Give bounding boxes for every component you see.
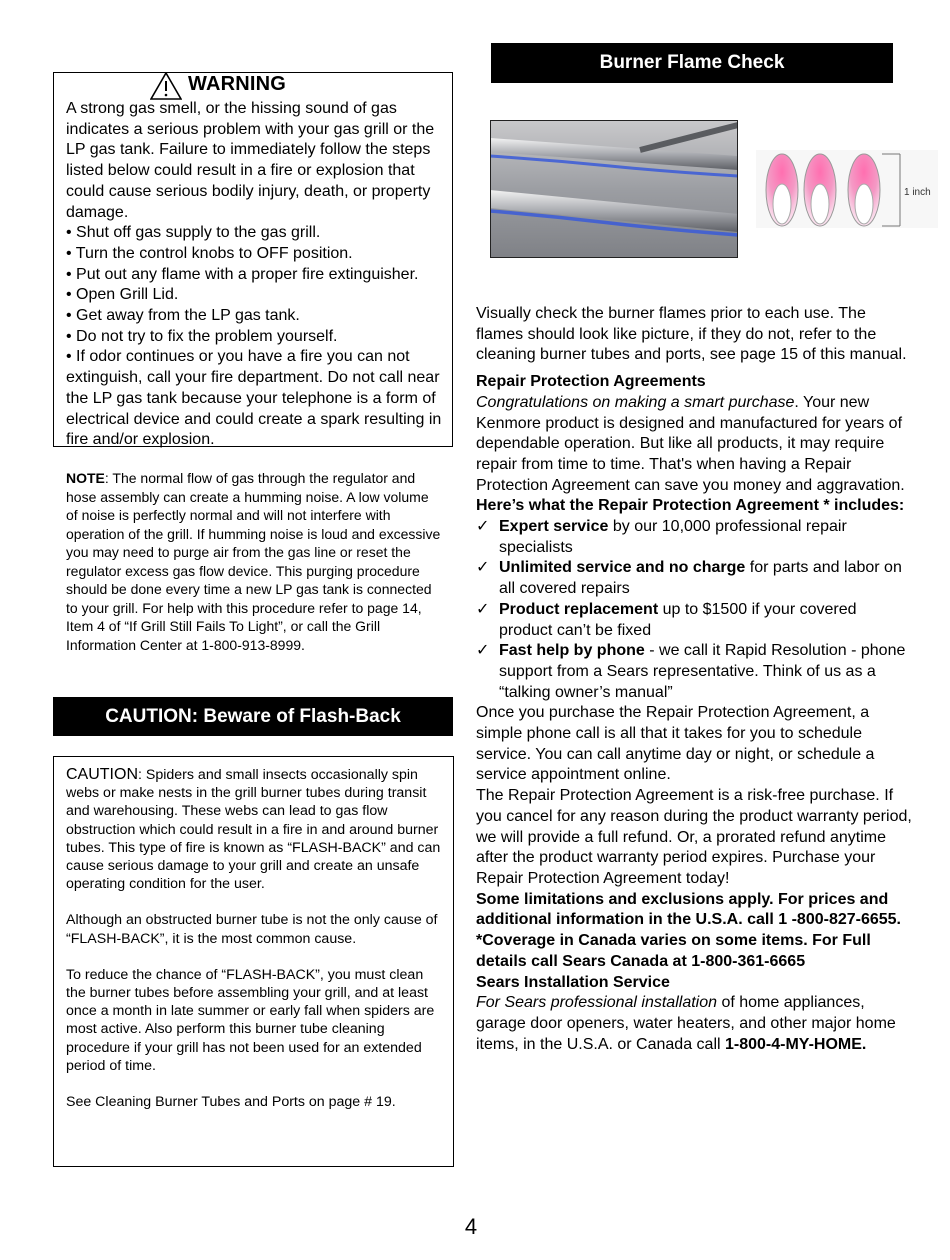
warning-title: [150, 72, 330, 98]
benefit-text: - we call it Rapid Resolution - phone support from a Sears representative. Think of us as a “talking owner’s manual”: [499, 642, 906, 701]
installation-italic: For Sears professional installation: [476, 994, 718, 1012]
rpa-congrats-rest: . Your new Kenmore product is designed and manufactured for years of dependable operation. But like all products, it may require repair from time to time. That's when having a Repair Protection Agreement can save you money and aggravation.: [476, 393, 905, 494]
caution-lead-word: CAUTION: [66, 766, 138, 783]
list-item: [476, 517, 912, 558]
flame-shapes-icon: [756, 150, 938, 228]
warning-title-text: WARNING: [188, 73, 287, 95]
benefit-title: Product replacement: [499, 600, 659, 618]
rpa-purchase-paragraph: Once you purchase the Repair Protection Agreement, a simple phone call is all that it takes for you to schedule service. You can call anytime day or night, or schedule a service appointment online.: [476, 704, 875, 784]
list-item: [476, 558, 912, 599]
warning-step: • Put out any flame with a proper fire extinguisher.: [66, 265, 419, 283]
rpa-includes-heading: Here’s what the Repair Protection Agreement * includes:: [476, 497, 905, 515]
note-paragraph: [66, 469, 444, 654]
burner-photo: [490, 120, 738, 258]
rpa-riskfree-paragraph: The Repair Protection Agreement is a risk-free purchase. If you cancel for any reason during the product warranty period, we will provide a full refund. Or, a prorated refund anytime after the product warranty period expires. Purchase your Repair Protection Agreement today!: [476, 787, 912, 887]
caution-header: CAUTION: Beware of Flash-Back: [53, 697, 453, 736]
rpa-canada-coverage: *Coverage in Canada varies on some items. For Full details call Sears Canada at 1-800-361-6665: [476, 932, 871, 970]
checkmark-icon: ✓: [476, 518, 490, 536]
warning-intro: A strong gas smell, or the hissing sound of gas indicates a serious problem with your gas grill or the LP gas tank. Failure to immediately follow the steps listed below could result in a fire or explosion that could cause serious bodily injury, death, or property damage.: [66, 100, 435, 221]
installation-heading: Sears Installation Service: [476, 973, 670, 991]
caution-body: [66, 766, 444, 1129]
page-number: 4: [464, 1214, 478, 1239]
note-text: : The normal flow of gas through the regulator and hose assembly can create a humming noise. A low volume of noise is perfectly normal and will not interfere with operation of the grill. If humming noise is loud and excessive you may need to purge air from the gas line or reset the regulator excess gas flow device. This purging procedure should be done every time a new LP gas tank is connected to your grill. For help with this procedure refer to page 14, Item 4 of “If Grill Still Fails To Light”, or call the Grill Information Center at 1-800-913-8999.: [66, 470, 441, 653]
note-label: NOTE: [66, 470, 105, 486]
benefit-title: Fast help by phone: [499, 642, 645, 660]
rpa-congrats-italic: Congratulations on making a smart purchase: [476, 393, 795, 411]
caution-paragraph-2: Although an obstructed burner tube is not the only cause of “FLASH-BACK”, it is the most common cause.: [66, 912, 438, 947]
installation-paragraph: [476, 993, 912, 1055]
rpa-limitations: Some limitations and exclusions apply. For prices and additional information in the U.S.A. call 1 -800-827-6655.: [476, 890, 901, 929]
checkmark-icon: ✓: [476, 600, 490, 618]
warning-step: • Open Grill Lid.: [66, 286, 179, 304]
warning-triangle-icon: [150, 72, 182, 100]
warning-step: • Shut off gas supply to the gas grill.: [66, 224, 321, 242]
right-column: [476, 304, 912, 1055]
list-item: [476, 600, 912, 641]
flame-check-text: Visually check the burner flames prior to each use. The flames should look like picture, if they do not, refer to the cleaning burner tubes and ports, see page 15 of this manual.: [476, 305, 907, 364]
caution-paragraph-1: [66, 766, 444, 893]
list-item: [476, 641, 912, 703]
checkmark-icon: ✓: [476, 642, 490, 660]
rpa-benefits-list: [476, 517, 912, 703]
benefit-title: Unlimited service and no charge: [499, 559, 746, 577]
warning-step: • If odor continues or you have a fire you can not extinguish, call your fire department. Do not call near the LP gas tank because your telephone is a form of electrical device and could create a spark resulting in fire and/or explosion.: [66, 348, 442, 449]
benefit-text: by our 10,000 professional repair specialists: [499, 518, 847, 556]
rpa-congrats: [476, 393, 912, 497]
benefit-title: Expert service: [499, 518, 609, 536]
warning-body: [66, 99, 448, 451]
rpa-heading: Repair Protection Agreements: [476, 373, 706, 391]
caution-paragraph-3: To reduce the chance of “FLASH-BACK”, you must clean the burner tubes before assembling your grill, and at least once a month in late summer or early fall when spiders are most active. Also perform this burner tube cleaning procedure if your grill has not been used for an extended period of time.: [66, 966, 435, 1074]
benefit-text: up to $1500 if your covered product can’t be fixed: [499, 600, 857, 639]
caution-p1-text: : Spiders and small insects occasionally spin webs or make nests in the grill burner tubes during transit and warehousing. These webs can lead to gas flow obstruction which could result in a fire in and around burner tubes. This type of fire is known as “FLASH-BACK” and can cause serious damage to your grill and create an unsafe operating condition for the user.: [66, 767, 441, 893]
warning-step: • Do not try to fix the problem yourself.: [66, 327, 338, 345]
installation-text: of home appliances, garage door openers, water heaters, and other major home items, in the U.S.A. or Canada call: [476, 994, 896, 1053]
flame-diagram-label: 1 inch: [904, 187, 931, 198]
checkmark-icon: ✓: [476, 559, 490, 577]
flame-check-header: Burner Flame Check: [491, 43, 893, 83]
flame-diagram: [756, 150, 938, 228]
installation-phone: 1-800-4-MY-HOME.: [725, 1035, 867, 1053]
caution-paragraph-4: See Cleaning Burner Tubes and Ports on page # 19.: [66, 1094, 396, 1111]
warning-step: • Get away from the LP gas tank.: [66, 307, 300, 325]
warning-step: • Turn the control knobs to OFF position.: [66, 244, 353, 262]
benefit-text: for parts and labor on all covered repairs: [499, 559, 902, 598]
